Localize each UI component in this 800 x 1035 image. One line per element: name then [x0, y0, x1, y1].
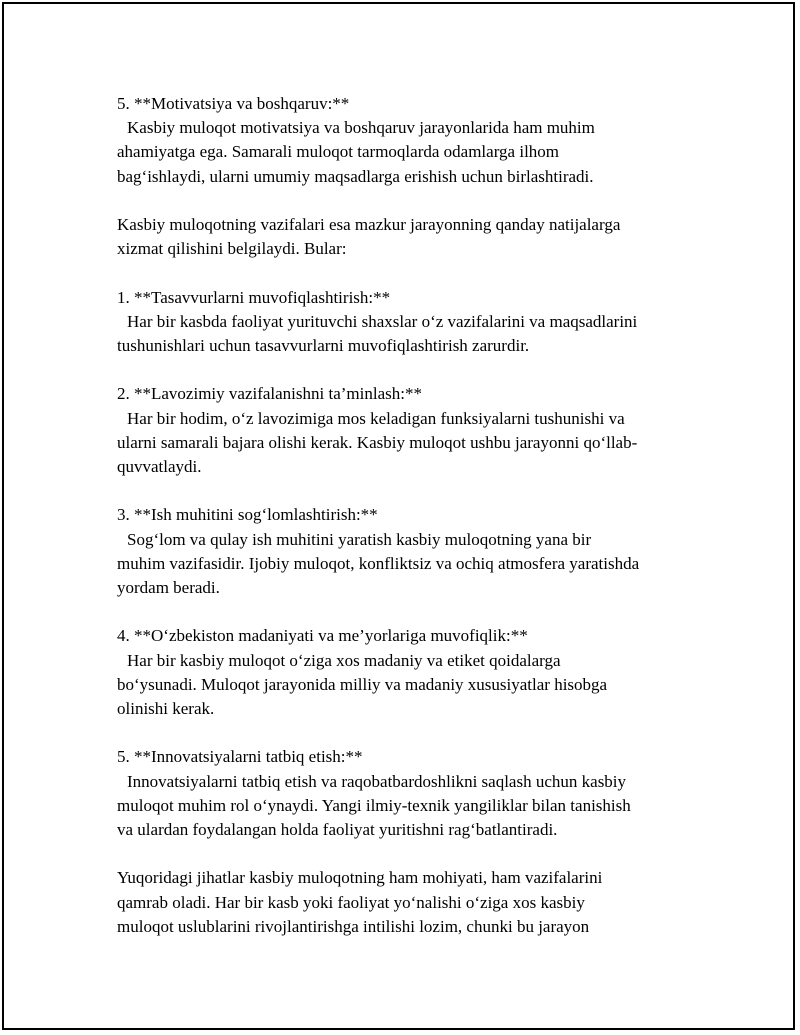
section-job-duties: [117, 382, 717, 479]
section-work-environment: [117, 503, 717, 600]
section-body-line: quvvatlaydi.: [117, 457, 202, 476]
intro-paragraph: [117, 213, 717, 261]
section-body-line: bag‘ishlaydi, ularni umumiy maqsadlarga erishish uchun birlashtiradi.: [117, 166, 594, 186]
section-heading: 1. **Tasavvurlarni muvofiqlashtirish:**: [117, 287, 391, 307]
paragraph-line: muloqot uslublarini rivojlantirishga intilishi lozim, chunki bu jarayon: [117, 916, 590, 936]
section-body-line: ularni samarali bajara olishi kerak. Kasbiy muloqot ushbu jarayonni qo‘llab-: [117, 432, 638, 452]
paragraph-line: qamrab oladi. Har bir kasb yoki faoliyat yo‘nalishi o‘ziga xos kasbiy: [117, 892, 585, 912]
section-body-line: Innovatsiyalarni tatbiq etish va raqobatbardoshlikni saqlash uchun kasbiy: [127, 771, 627, 791]
section-heading: 5. **Innovatsiyalarni tatbiq etish:**: [117, 747, 363, 767]
paragraph-line: Kasbiy muloqotning vazifalari esa mazkur jarayonning qanday natijalarga: [117, 215, 621, 234]
section-heading: 4. **O‘zbekiston madaniyati va me’yorlariga muvofiqlik:**: [117, 626, 528, 646]
section-heading: 2. **Lavozimiy vazifalanishni ta’minlash:**: [117, 384, 422, 404]
section-body-line: Har bir kasbda faoliyat yurituvchi shaxslar o‘z vazifalarini va maqsadlarini: [127, 311, 638, 331]
section-body-line: Har bir kasbiy muloqot o‘ziga xos madaniy va etiket qoidalarga: [127, 650, 561, 670]
section-body-line: tushunishlari uchun tasavvurlarni muvofiqlashtirish zarurdir.: [117, 336, 530, 355]
closing-paragraph: [117, 866, 717, 939]
section-body-line: muloqot muhim rol o‘ynaydi. Yangi ilmiy-texnik yangiliklar bilan tanishish: [117, 795, 631, 815]
section-body-line: Har bir hodim, o‘z lavozimiga mos keladigan funksiyalarni tushunishi va: [127, 408, 625, 428]
section-body-line: muhim vazifasidir. Ijobiy muloqot, konfliktsiz va ochiq atmosfera yaratishda: [117, 553, 640, 573]
section-body-line: bo‘ysunadi. Muloqot jarayonida milliy va madaniy xususiyatlar hisobga: [117, 674, 608, 694]
document-body: [117, 92, 717, 963]
section-heading: 5. **Motivatsiya va boshqaruv:**: [117, 94, 350, 113]
section-motivation: [117, 92, 717, 189]
section-innovation: [117, 745, 717, 842]
section-culture-norms: [117, 624, 717, 721]
section-heading: 3. **Ish muhitini sog‘lomlashtirish:**: [117, 505, 378, 525]
section-body-line: olinishi kerak.: [117, 699, 215, 718]
section-body-line: Sog‘lom va qulay ish muhitini yaratish kasbiy muloqotning yana bir: [127, 529, 592, 549]
section-coordination: [117, 286, 717, 359]
section-body-line: Kasbiy muloqot motivatsiya va boshqaruv jarayonlarida ham muhim: [127, 118, 595, 138]
paragraph-line: xizmat qilishini belgilaydi. Bular:: [117, 239, 347, 259]
section-body-line: yordam beradi.: [117, 578, 220, 597]
section-body-line: va ulardan foydalangan holda faoliyat yuritishni rag‘batlantiradi.: [117, 820, 558, 839]
paragraph-line: Yuqoridagi jihatlar kasbiy muloqotning ham mohiyati, ham vazifalarini: [117, 868, 603, 888]
section-body-line: ahamiyatga ega. Samarali muloqot tarmoqlarda odamlarga ilhom: [117, 142, 560, 162]
